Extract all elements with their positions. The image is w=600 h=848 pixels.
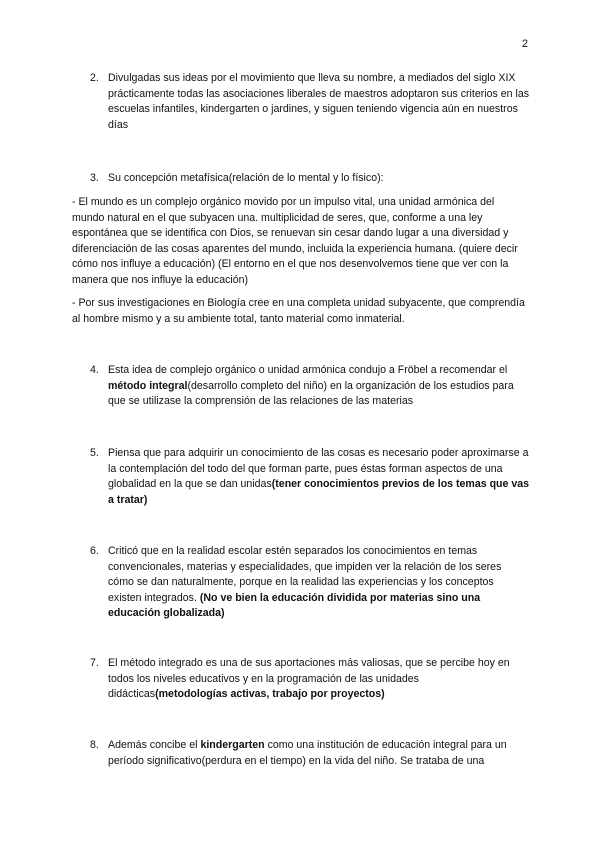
list-item-bold-text: (metodologías activas, trabajo por proyectos) bbox=[155, 688, 385, 700]
list-item-number: 8. bbox=[90, 739, 99, 751]
list-item-bold-text: método integral bbox=[108, 379, 188, 392]
list-item-bold-text: kindergarten bbox=[200, 739, 265, 751]
list-item-text: El método integrado es una de sus aportaciones más valiosas, que se percibe hoy en todos los niveles educativos y en la programación de las unidades didácticas bbox=[108, 657, 510, 700]
list-item-number: 6. bbox=[90, 545, 99, 557]
list-item-number: 7. bbox=[90, 657, 99, 669]
list-item-6 bbox=[90, 544, 530, 622]
list-item-text: Criticó que en la realidad escolar estén separados los conocimientos en temas convencionales, materias y especialidades, que impiden ver la relación de los seres cómo se dan naturalmente, porque en la realidad las experiencias y los conceptos existen integrados. bbox=[108, 545, 502, 604]
list-item-7 bbox=[90, 656, 530, 703]
paragraph-mundo: - El mundo es un complejo orgánico movido por un impulso vital, una unidad armónica del mundo natural en el que subyacen una. multiplicidad de seres, que, conforme a una ley espontánea que se identifica con Dios, se renuevan sin cesar dando lugar a una diversidad y diferenciación de las cosas aparentes del mundo, incluida la experiencia humana. (quiere decir cómo nos influye a educación) (El entorno en el que nos desenvolvemos tiene que ver con la manera que nos influye la educación) bbox=[72, 196, 518, 286]
list-item-8 bbox=[90, 738, 530, 769]
list-item-number: 5. bbox=[90, 447, 99, 459]
list-item-text-after: como una institución de educación integral para un período significativo(perdura en el tiempo) en la vida del niño. Se trataba de una bbox=[108, 739, 507, 767]
list-item-bold-text: (No ve bien la educación dividida por materias sino una educación globalizada) bbox=[108, 591, 481, 619]
list-item-text-after: (desarrollo completo del niño) en la organización de los estudios para que se utilizase la comprensión de las relaciones de las materias bbox=[108, 379, 514, 407]
list-item-text: Además concibe el bbox=[108, 739, 201, 751]
list-item-number: 4. bbox=[90, 364, 99, 376]
list-item-text: Su concepción metafísica(relación de lo mental y lo físico): bbox=[108, 172, 384, 184]
list-item-text: Piensa que para adquirir un conocimiento de las cosas es necesario poder aproximarse a la contemplación del todo del que forman parte, pues éstas forman aspectos de una globalidad en la que se dan unidas bbox=[108, 447, 529, 490]
list-item-text: Divulgadas sus ideas por el movimiento que lleva su nombre, a mediados del siglo XIX prácticamente todas las asociaciones liberales de maestros adoptaron sus criterios en las escuelas infantiles, kindergarten o jardines, y siguen teniendo vigencia aún en nuestros días bbox=[108, 72, 530, 131]
list-item-3 bbox=[90, 171, 530, 187]
list-item-number: 3. bbox=[90, 172, 99, 184]
list-item-2 bbox=[90, 71, 530, 133]
list-item-number: 2. bbox=[90, 72, 99, 84]
page-number: 2 bbox=[521, 38, 528, 50]
list-item-5 bbox=[90, 446, 530, 508]
list-item-4 bbox=[90, 363, 530, 410]
list-item-text: Esta idea de complejo orgánico o unidad armónica condujo a Fröbel a recomendar el bbox=[108, 364, 508, 376]
paragraph-biologia: - Por sus investigaciones en Biología cree en una completa unidad subyacente, que comprendía al hombre mismo y a su ambiente total, tanto material como inmaterial. bbox=[72, 297, 525, 325]
list-item-bold-text: (tener conocimientos previos de los temas que vas a tratar) bbox=[108, 478, 530, 506]
